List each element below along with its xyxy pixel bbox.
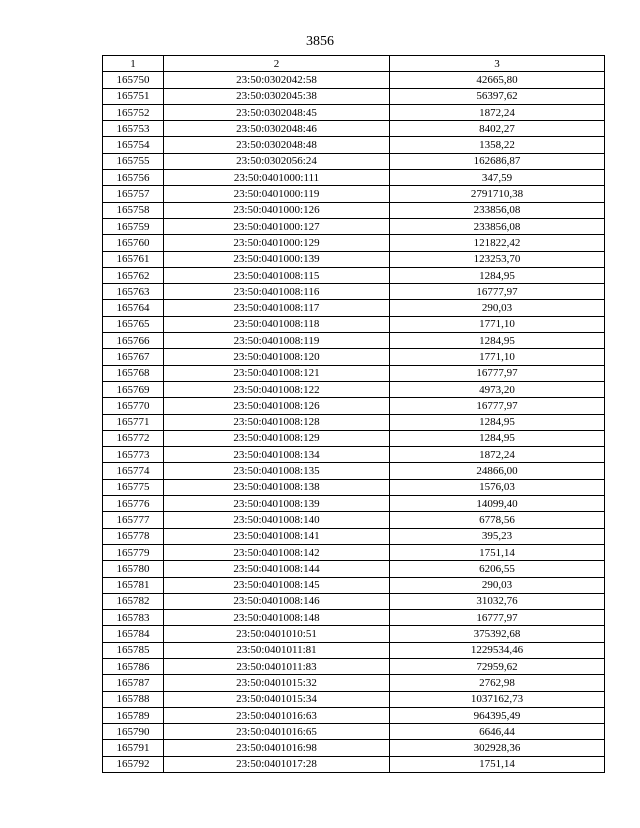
table-row — [103, 528, 605, 544]
row-number-cell: 165789 — [103, 707, 164, 723]
row-number-cell: 165768 — [103, 365, 164, 381]
table-row — [103, 284, 605, 300]
row-number-cell: 165769 — [103, 381, 164, 397]
cadastral-number-cell: 23:50:0401000:119 — [164, 186, 390, 202]
cadastral-number-cell: 23:50:0401008:144 — [164, 561, 390, 577]
value-cell: 233856,08 — [390, 218, 605, 234]
value-cell: 24866,00 — [390, 463, 605, 479]
header-cell-1: 1 — [103, 56, 164, 72]
table-row — [103, 235, 605, 251]
header-cell-3: 3 — [390, 56, 605, 72]
cadastral-number-cell: 23:50:0401008:134 — [164, 447, 390, 463]
value-cell: 6778,56 — [390, 512, 605, 528]
cadastral-number-cell: 23:50:0401010:51 — [164, 626, 390, 642]
row-number-cell: 165784 — [103, 626, 164, 642]
cadastral-number-cell: 23:50:0401008:129 — [164, 430, 390, 446]
table-row — [103, 512, 605, 528]
cadastral-number-cell: 23:50:0401000:127 — [164, 218, 390, 234]
row-number-cell: 165778 — [103, 528, 164, 544]
row-number-cell: 165756 — [103, 170, 164, 186]
value-cell: 14099,40 — [390, 496, 605, 512]
table-row — [103, 104, 605, 120]
cadastral-number-cell: 23:50:0401008:142 — [164, 544, 390, 560]
row-number-cell: 165790 — [103, 724, 164, 740]
cadastral-number-cell: 23:50:0401008:138 — [164, 479, 390, 495]
row-number-cell: 165767 — [103, 349, 164, 365]
table-row — [103, 316, 605, 332]
cadastral-number-cell: 23:50:0401008:145 — [164, 577, 390, 593]
row-number-cell: 165764 — [103, 300, 164, 316]
value-cell: 1771,10 — [390, 316, 605, 332]
cadastral-number-cell: 23:50:0401000:139 — [164, 251, 390, 267]
cadastral-number-cell: 23:50:0401008:139 — [164, 496, 390, 512]
row-number-cell: 165759 — [103, 218, 164, 234]
table-row — [103, 300, 605, 316]
table-row — [103, 153, 605, 169]
row-number-cell: 165774 — [103, 463, 164, 479]
value-cell: 1284,95 — [390, 267, 605, 283]
value-cell: 964395,49 — [390, 707, 605, 723]
row-number-cell: 165755 — [103, 153, 164, 169]
row-number-cell: 165766 — [103, 333, 164, 349]
table-row — [103, 88, 605, 104]
value-cell: 8402,27 — [390, 121, 605, 137]
value-cell: 302928,36 — [390, 740, 605, 756]
value-cell: 16777,97 — [390, 365, 605, 381]
value-cell: 2762,98 — [390, 675, 605, 691]
cadastral-number-cell: 23:50:0401015:32 — [164, 675, 390, 691]
cadastral-number-cell: 23:50:0401008:119 — [164, 333, 390, 349]
cadastral-number-cell: 23:50:0401016:98 — [164, 740, 390, 756]
row-number-cell: 165750 — [103, 72, 164, 88]
table-row — [103, 251, 605, 267]
cadastral-number-cell: 23:50:0401016:63 — [164, 707, 390, 723]
table-row — [103, 349, 605, 365]
row-number-cell: 165787 — [103, 675, 164, 691]
table-header — [103, 56, 605, 72]
cadastral-number-cell: 23:50:0401008:118 — [164, 316, 390, 332]
cadastral-number-cell: 23:50:0302048:45 — [164, 104, 390, 120]
table-row — [103, 333, 605, 349]
cadastral-number-cell: 23:50:0401008:120 — [164, 349, 390, 365]
table-row — [103, 577, 605, 593]
table-row — [103, 561, 605, 577]
row-number-cell: 165786 — [103, 658, 164, 674]
cadastral-number-cell: 23:50:0401011:83 — [164, 658, 390, 674]
cadastral-number-cell: 23:50:0401017:28 — [164, 756, 390, 772]
row-number-cell: 165751 — [103, 88, 164, 104]
value-cell: 290,03 — [390, 577, 605, 593]
value-cell: 1037162,73 — [390, 691, 605, 707]
value-cell: 2791710,38 — [390, 186, 605, 202]
cadastral-number-cell: 23:50:0401008:117 — [164, 300, 390, 316]
cadastral-number-cell: 23:50:0401008:116 — [164, 284, 390, 300]
row-number-cell: 165765 — [103, 316, 164, 332]
row-number-cell: 165791 — [103, 740, 164, 756]
value-cell: 1284,95 — [390, 333, 605, 349]
table-row — [103, 72, 605, 88]
table-row — [103, 218, 605, 234]
table-row — [103, 642, 605, 658]
value-cell: 72959,62 — [390, 658, 605, 674]
cadastral-number-cell: 23:50:0302048:46 — [164, 121, 390, 137]
value-cell: 1771,10 — [390, 349, 605, 365]
row-number-cell: 165752 — [103, 104, 164, 120]
cadastral-number-cell: 23:50:0302048:48 — [164, 137, 390, 153]
value-cell: 1576,03 — [390, 479, 605, 495]
row-number-cell: 165770 — [103, 398, 164, 414]
table-row — [103, 756, 605, 772]
cadastral-number-cell: 23:50:0302045:38 — [164, 88, 390, 104]
table-row — [103, 186, 605, 202]
value-cell: 395,23 — [390, 528, 605, 544]
value-cell: 16777,97 — [390, 284, 605, 300]
value-cell: 16777,97 — [390, 398, 605, 414]
row-number-cell: 165775 — [103, 479, 164, 495]
table-row — [103, 447, 605, 463]
row-number-cell: 165757 — [103, 186, 164, 202]
table-row — [103, 691, 605, 707]
cadastral-number-cell: 23:50:0401008:148 — [164, 610, 390, 626]
value-cell: 290,03 — [390, 300, 605, 316]
value-cell: 233856,08 — [390, 202, 605, 218]
cadastral-number-cell: 23:50:0401000:126 — [164, 202, 390, 218]
value-cell: 123253,70 — [390, 251, 605, 267]
value-cell: 1751,14 — [390, 756, 605, 772]
table-row — [103, 626, 605, 642]
cadastral-number-cell: 23:50:0401008:121 — [164, 365, 390, 381]
table-row — [103, 121, 605, 137]
value-cell: 6646,44 — [390, 724, 605, 740]
table-row — [103, 365, 605, 381]
table-row — [103, 479, 605, 495]
table-row — [103, 202, 605, 218]
row-number-cell: 165792 — [103, 756, 164, 772]
table-row — [103, 430, 605, 446]
value-cell: 1872,24 — [390, 447, 605, 463]
row-number-cell: 165762 — [103, 267, 164, 283]
table-row — [103, 707, 605, 723]
header-cell-2: 2 — [164, 56, 390, 72]
cadastral-number-cell: 23:50:0401011:81 — [164, 642, 390, 658]
row-number-cell: 165777 — [103, 512, 164, 528]
cadastral-number-cell: 23:50:0401008:126 — [164, 398, 390, 414]
value-cell: 162686,87 — [390, 153, 605, 169]
cadastral-number-cell: 23:50:0401008:141 — [164, 528, 390, 544]
table-row — [103, 137, 605, 153]
value-cell: 56397,62 — [390, 88, 605, 104]
row-number-cell: 165763 — [103, 284, 164, 300]
row-number-cell: 165785 — [103, 642, 164, 658]
value-cell: 1284,95 — [390, 414, 605, 430]
cadastral-number-cell: 23:50:0401008:140 — [164, 512, 390, 528]
cadastral-number-cell: 23:50:0401008:135 — [164, 463, 390, 479]
table-row — [103, 398, 605, 414]
value-cell: 1229534,46 — [390, 642, 605, 658]
cadastral-number-cell: 23:50:0401000:129 — [164, 235, 390, 251]
table-row — [103, 593, 605, 609]
row-number-cell: 165779 — [103, 544, 164, 560]
table-row — [103, 267, 605, 283]
value-cell: 16777,97 — [390, 610, 605, 626]
cadastral-number-cell: 23:50:0401008:122 — [164, 381, 390, 397]
table-body — [103, 72, 605, 773]
row-number-cell: 165760 — [103, 235, 164, 251]
cadastral-number-cell: 23:50:0401016:65 — [164, 724, 390, 740]
value-cell: 121822,42 — [390, 235, 605, 251]
cadastral-number-cell: 23:50:0401008:115 — [164, 267, 390, 283]
row-number-cell: 165780 — [103, 561, 164, 577]
value-cell: 31032,76 — [390, 593, 605, 609]
value-cell: 1751,14 — [390, 544, 605, 560]
table-row — [103, 724, 605, 740]
row-number-cell: 165783 — [103, 610, 164, 626]
value-cell: 1872,24 — [390, 104, 605, 120]
value-cell: 4973,20 — [390, 381, 605, 397]
value-cell: 1358,22 — [390, 137, 605, 153]
table-row — [103, 463, 605, 479]
table-row — [103, 381, 605, 397]
header-row — [103, 56, 605, 72]
row-number-cell: 165781 — [103, 577, 164, 593]
row-number-cell: 165773 — [103, 447, 164, 463]
table-row — [103, 496, 605, 512]
cadastral-number-cell: 23:50:0401015:34 — [164, 691, 390, 707]
cadastral-number-cell: 23:50:0302042:58 — [164, 72, 390, 88]
table-row — [103, 675, 605, 691]
value-cell: 1284,95 — [390, 430, 605, 446]
table-row — [103, 740, 605, 756]
row-number-cell: 165772 — [103, 430, 164, 446]
row-number-cell: 165761 — [103, 251, 164, 267]
row-number-cell: 165771 — [103, 414, 164, 430]
table-row — [103, 658, 605, 674]
cadastral-number-cell: 23:50:0401008:128 — [164, 414, 390, 430]
value-cell: 42665,80 — [390, 72, 605, 88]
row-number-cell: 165788 — [103, 691, 164, 707]
row-number-cell: 165782 — [103, 593, 164, 609]
row-number-cell: 165754 — [103, 137, 164, 153]
value-cell: 6206,55 — [390, 561, 605, 577]
table-row — [103, 610, 605, 626]
cadastral-number-cell: 23:50:0401000:111 — [164, 170, 390, 186]
cadastral-number-cell: 23:50:0401008:146 — [164, 593, 390, 609]
page-number: 3856 — [306, 34, 334, 49]
data-table — [102, 55, 605, 773]
value-cell: 347,59 — [390, 170, 605, 186]
table-row — [103, 414, 605, 430]
row-number-cell: 165753 — [103, 121, 164, 137]
value-cell: 375392,68 — [390, 626, 605, 642]
row-number-cell: 165776 — [103, 496, 164, 512]
table-row — [103, 170, 605, 186]
row-number-cell: 165758 — [103, 202, 164, 218]
table-row — [103, 544, 605, 560]
cadastral-number-cell: 23:50:0302056:24 — [164, 153, 390, 169]
